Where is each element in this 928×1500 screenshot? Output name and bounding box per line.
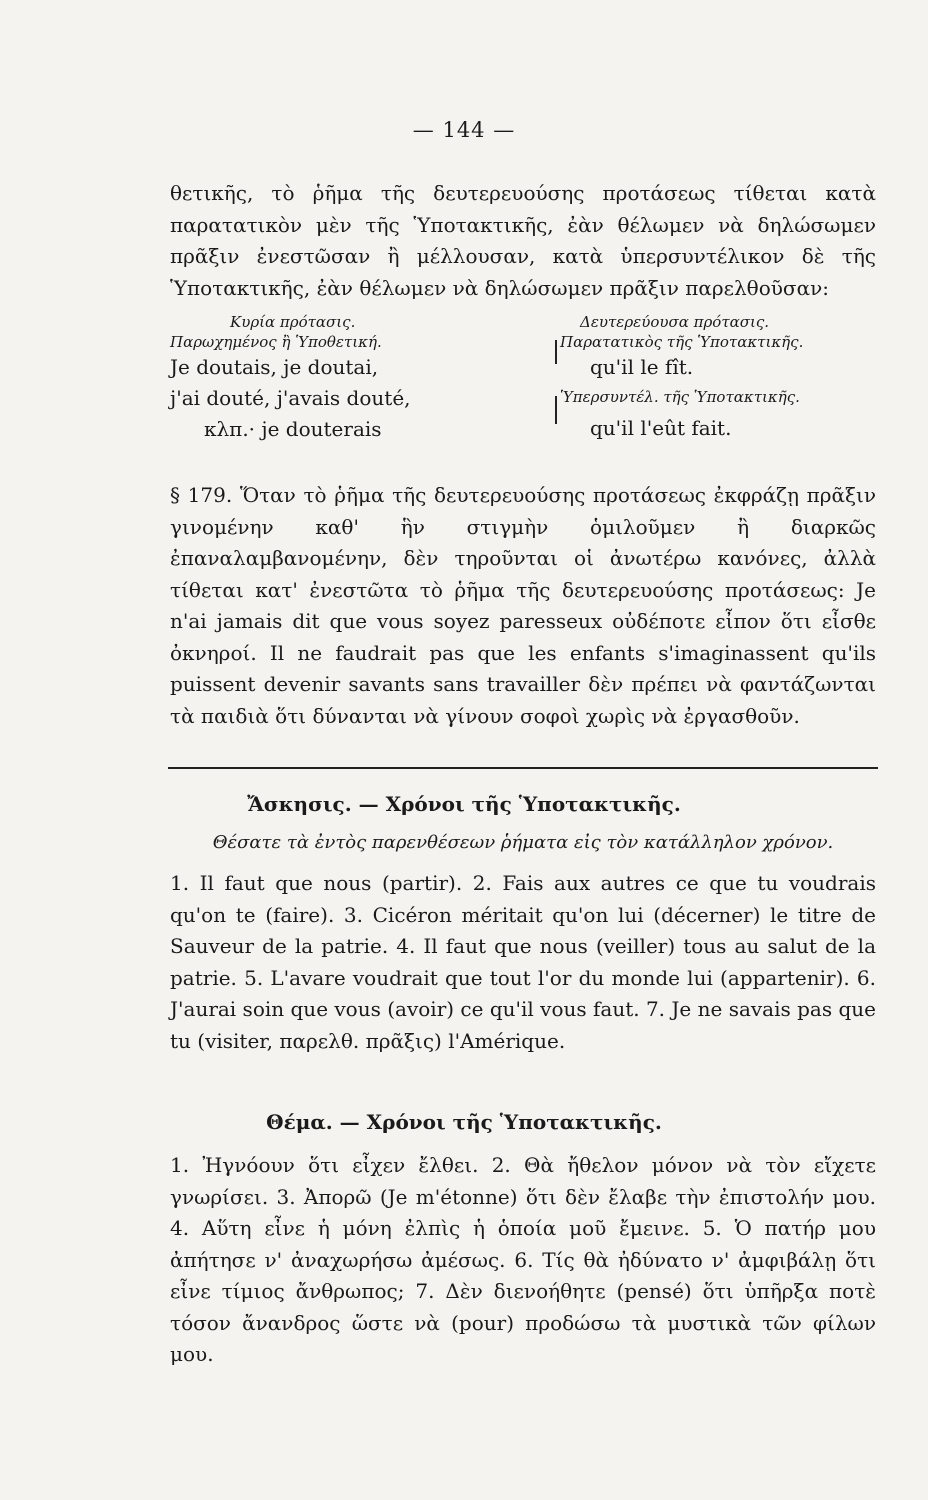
conjugation-table [170,312,876,474]
intro-paragraph [170,178,876,304]
subordinate-imperfect-caption: Παρατατικὸς τῆς Ὑποτακτικῆς. [560,333,804,351]
intro-text: θετικῆς, τὸ ῥῆμα τῆς δευτερευούσης προτάσεως τίθεται κατὰ παρατατικὸν μὲν τῆς Ὑποτακτικῆς, ἐὰν θέλωμεν νὰ δηλώσωμεν πρᾶξιν ἐνεστῶσαν ἢ μέλλουσαν, κατὰ ὑπερσυντέλικον δὲ τῆς Ὑποτακτικῆς, ἐὰν θέλωμεν νὰ δηλώσωμεν πρᾶξιν παρελθοῦσαν: [170,181,876,300]
subordinate-clause-caption: Δευτερεύουσα πρότασις. [580,313,770,331]
subordinate-clause-line: qu'il le fît. [590,355,694,379]
theme-body [170,1150,876,1371]
subordinate-clause-line: qu'il l'eût fait. [590,416,732,440]
theme-heading: Θέμα. — Χρόνοι τῆς Ὑποτακτικῆς. [266,1110,662,1134]
main-clause-line: Je doutais, je doutai, [170,355,379,379]
theme-text: 1. Ἠγνόουν ὅτι εἶχεν ἔλθει. 2. Θὰ ἤθελον μόνον νὰ τὸν εἴχετε γνωρίσει. 3. Ἀπορῶ (Je m'étonne) ὅτι δὲν ἔλαβε τὴν ἐπιστολήν μου. 4. Αὕτη εἶνε ἡ μόνη ἐλπὶς ἡ ὁποία μοῦ ἔμεινε. 5. Ὁ πατήρ μου ἀπήτησε ν' ἀναχωρήσω ἀμέσως. 6. Τίς θὰ ἠδύνατο ν' ἀμφιβάλῃ ὅτι εἶνε τίμιος ἄνθρωπος; 7. Δὲν διενοήθητε (pensé) ὅτι ὑπῆρξα ποτὲ τόσον ἄνανδρος ὥστε νὰ (pour) προδώσω τὰ μυστικὰ τῶν φίλων μου. [170,1153,876,1366]
main-clause-column [170,312,530,445]
section-179 [170,480,876,732]
subordinate-pluperfect-caption: Ὑπερσυντέλ. τῆς Ὑποτακτικῆς. [560,388,800,406]
exercise-heading: Ἄσκησις. — Χρόνοι τῆς Ὑποτακτικῆς. [247,792,681,816]
section-179-text: § 179. Ὅταν τὸ ῥῆμα τῆς δευτερευούσης προτάσεως ἐκφράζῃ πρᾶξιν γινομένην καθ' ἣν στιγμὴν ὁμιλοῦμεν ἢ διαρκῶς ἐπαναλαμβανομένην, δὲν τηροῦνται οἱ ἀνωτέρω κανόνες, ἀλλὰ τίθεται κατ' ἐνεστῶτα τὸ ῥῆμα τῆς δευτερευούσης προτάσεως: Je n'ai jamais dit que vous soyez paresseux οὐδέποτε εἶπον ὅτι εἶσθε ὀκνηροί. Il ne faudrait pas que les enfants s'imaginassent qu'ils puissent devenir savants sans travailler δὲν πρέπει νὰ φαντάζωνται τὰ παιδιὰ ὅτι δύνανται νὰ γίνουν σοφοὶ χωρὶς νὰ ἐργασθοῦν. [170,483,876,728]
page-number: — 144 — [412,118,516,142]
section-divider [168,767,878,769]
main-clause-caption: Κυρία πρότασις. [230,313,356,331]
exercise-body [170,868,876,1057]
main-clause-line: j'ai douté, j'avais douté, [170,386,411,410]
subordinate-clause-column [560,312,880,444]
exercise-text: 1. Il faut que nous (partir). 2. Fais aux autres ce que tu voudrais qu'on te (faire). 3. Cicéron méritait qu'on lui (décerner) le titre de Sauveur de la patrie. 4. Il faut que nous (veiller) tous au salut de la patrie. 5. L'avare voudrait que tout l'or du monde lui (appartenir). 6. J'aurai soin que vous (avoir) ce qu'il vous faut. 7. Je ne savais pas que tu (visiter, παρελθ. πρᾶξις) l'Amérique. [170,871,876,1053]
main-clause-tense-caption: Παρωχημένος ἢ Ὑποθετική. [170,333,382,351]
bracket-divider [555,396,557,424]
main-clause-line: κλπ.· je douterais [204,417,382,441]
exercise-instruction: Θέσατε τὰ ἐντὸς παρενθέσεων ῥήματα εἰς τὸν κατάλληλον χρόνον. [212,832,834,853]
bracket-divider [555,340,557,364]
